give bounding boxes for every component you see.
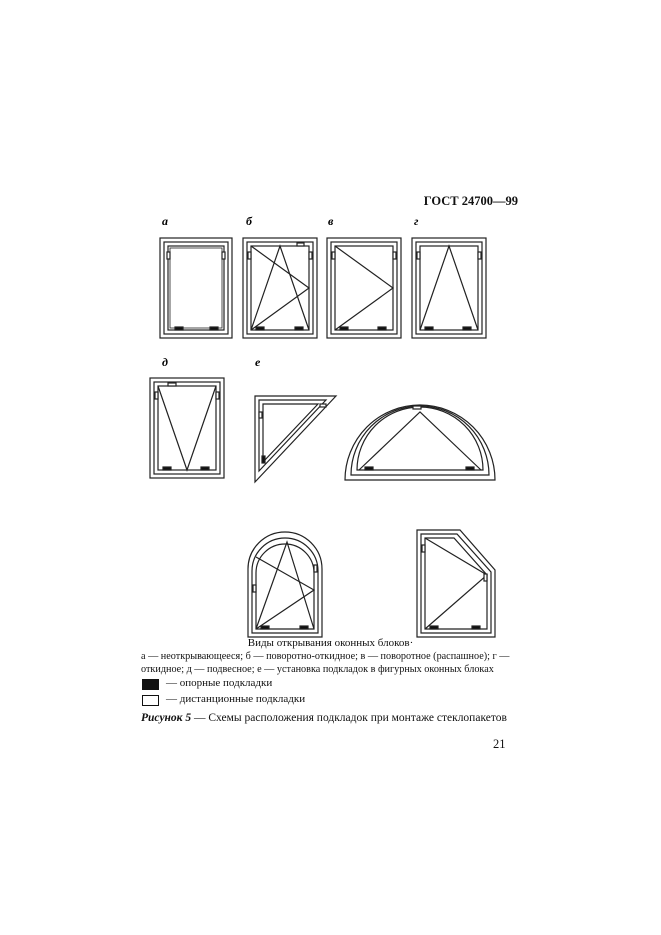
window-tilt-g [412,238,486,338]
legend-spacer-swatch [142,695,159,706]
label-v: в [328,214,334,228]
figure-caption-text: — Схемы расположения подкладок при монтаже стеклопакетов [191,712,507,724]
figure-caption-label: Рисунок 5 [141,712,192,724]
window-hung-d [150,378,224,478]
legend-spacer-label: — дистанционные подкладки [166,693,306,705]
label-d: д [162,355,168,369]
caption-line-2: откидное; д — подвесное; е — установка подкладок в фигурных оконных блоках [141,664,494,675]
window-turn-v [327,238,401,338]
label-b: б [246,214,252,228]
page-number: 21 [493,737,506,751]
legend-support-swatch [142,679,159,690]
label-g: г [414,214,419,228]
label-e: е [255,355,261,369]
window-triangle-e [255,396,336,482]
window-fixed-a [160,238,232,338]
label-a: а [162,214,168,228]
window-tilt-turn-b [243,238,317,338]
window-cut-corner-e [417,530,495,637]
document-code: ГОСТ 24700—99 [423,194,518,208]
legend-support-label: — опорные подкладки [166,677,273,689]
caption-title: Виды открывания оконных блоков· [247,637,414,649]
figure-caption [141,712,507,724]
window-semicircle-e [345,405,495,480]
caption-line-1: а — неоткрывающееся; б — поворотно-откидное; в — поворотное (распашное); г — [141,651,510,662]
window-arched-e [248,532,322,637]
